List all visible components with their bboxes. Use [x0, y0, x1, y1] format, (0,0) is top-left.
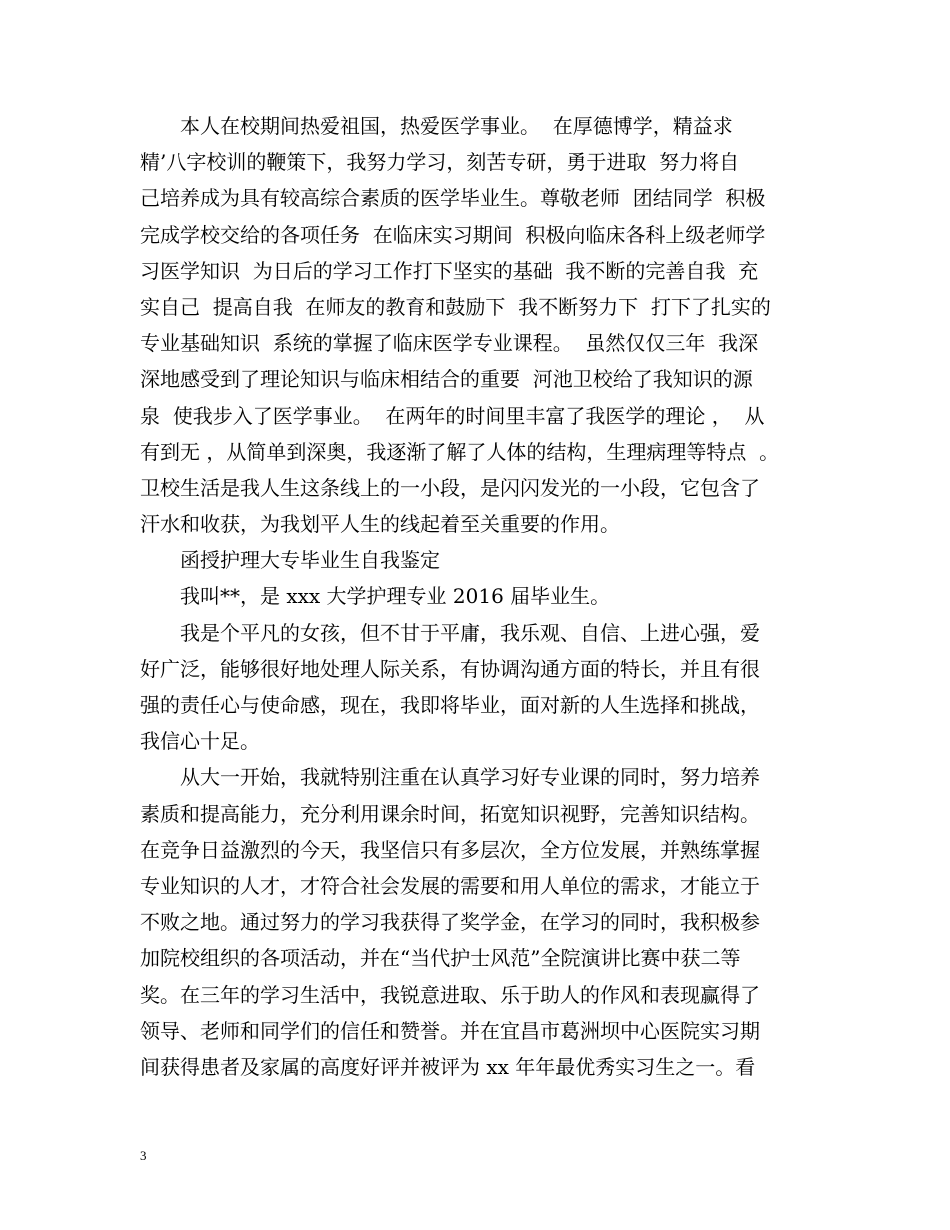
text-line: 在竞争日益激烈的今天，我坚信只有多层次，全方位发展，并熟练掌握	[140, 837, 760, 862]
text-line: 专业知识的人才，才符合社会发展的需要和用人单位的需求，才能立于	[140, 873, 760, 898]
text-line: 间获得患者及家属的高度好评并被评为 xx 年年最优秀实习生之一。看	[140, 1054, 756, 1079]
text-line: 奖。在三年的学习生活中，我锐意进取、乐于助人的作风和表现赢得了	[140, 982, 760, 1007]
text-line: 泉 使我步入了医学事业。 在两年的时间里丰富了我医学的理论 ， 从	[140, 403, 765, 428]
text-line: 完成学校交给的各项任务 在临床实习期间 积极向临床各科上级老师学	[140, 222, 766, 247]
text-line: 从大一开始，我就特别注重在认真学习好专业课的同时，努力培养	[140, 765, 760, 790]
document-body	[140, 108, 820, 1085]
text-line: 精’八字校训的鞭策下，我努力学习，刻苦专研，勇于进取 努力将自	[140, 150, 740, 175]
text-line: 实自己 提高自我 在师友的教育和鼓励下 我不断努力下 打下了扎实的	[140, 294, 771, 319]
text-line: 习医学知识 为日后的学习工作打下坚实的基础 我不断的完善自我 充	[140, 258, 759, 283]
text-line: 我叫**，是 xxx 大学护理专业 2016 届毕业生。	[140, 584, 611, 609]
section-heading: 函授护理大专毕业生自我鉴定	[140, 548, 440, 573]
text-line: 本人在校期间热爱祖国，热爱医学事业。 在厚德博学，精益求	[140, 114, 733, 138]
text-line: 有到无 ，从简单到深奥，我逐渐了解了人体的结构，生理病理等特点 。	[140, 439, 780, 464]
text-line: 我是个平凡的女孩，但不甘于平庸，我乐观、自信、上进心强，爱	[140, 620, 760, 645]
page-number: 3	[140, 1148, 147, 1163]
text-line: 卫校生活是我人生这条线上的一小段，是闪闪发光的一小段，它包含了	[140, 475, 760, 500]
text-line: 加院校组织的各项活动，并在“当代护士风范”全院演讲比赛中获二等	[140, 946, 741, 971]
text-line: 强的责任心与使命感，现在，我即将毕业，面对新的人生选择和挑战，	[140, 693, 760, 717]
text-line: 领导、老师和同学们的信任和赞誉。并在宜昌市葛洲坝中心医院实习期	[140, 1018, 760, 1043]
text-line: 专业基础知识 系统的掌握了临床医学专业课程。 虽然仅仅三年 我深	[140, 331, 759, 356]
text-line: 深地感受到了理论知识与临床相结合的重要 河池卫校给了我知识的源	[140, 367, 753, 392]
text-line: 好广泛，能够很好地处理人际关系，有协调沟通方面的特长，并且有很	[140, 656, 760, 681]
text-line: 汗水和收获，为我划平人生的线起着至关重要的作用。	[140, 512, 620, 537]
text-line: 不败之地。通过努力的学习我获得了奖学金，在学习的同时，我积极参	[140, 910, 760, 935]
text-line: 己培养成为具有较高综合素质的医学毕业生。尊敬老师 团结同学 积极	[140, 186, 766, 211]
text-line: 素质和提高能力，充分利用课余时间，拓宽知识视野，完善知识结构。	[140, 801, 760, 826]
text-line: 我信心十足。	[140, 729, 260, 754]
